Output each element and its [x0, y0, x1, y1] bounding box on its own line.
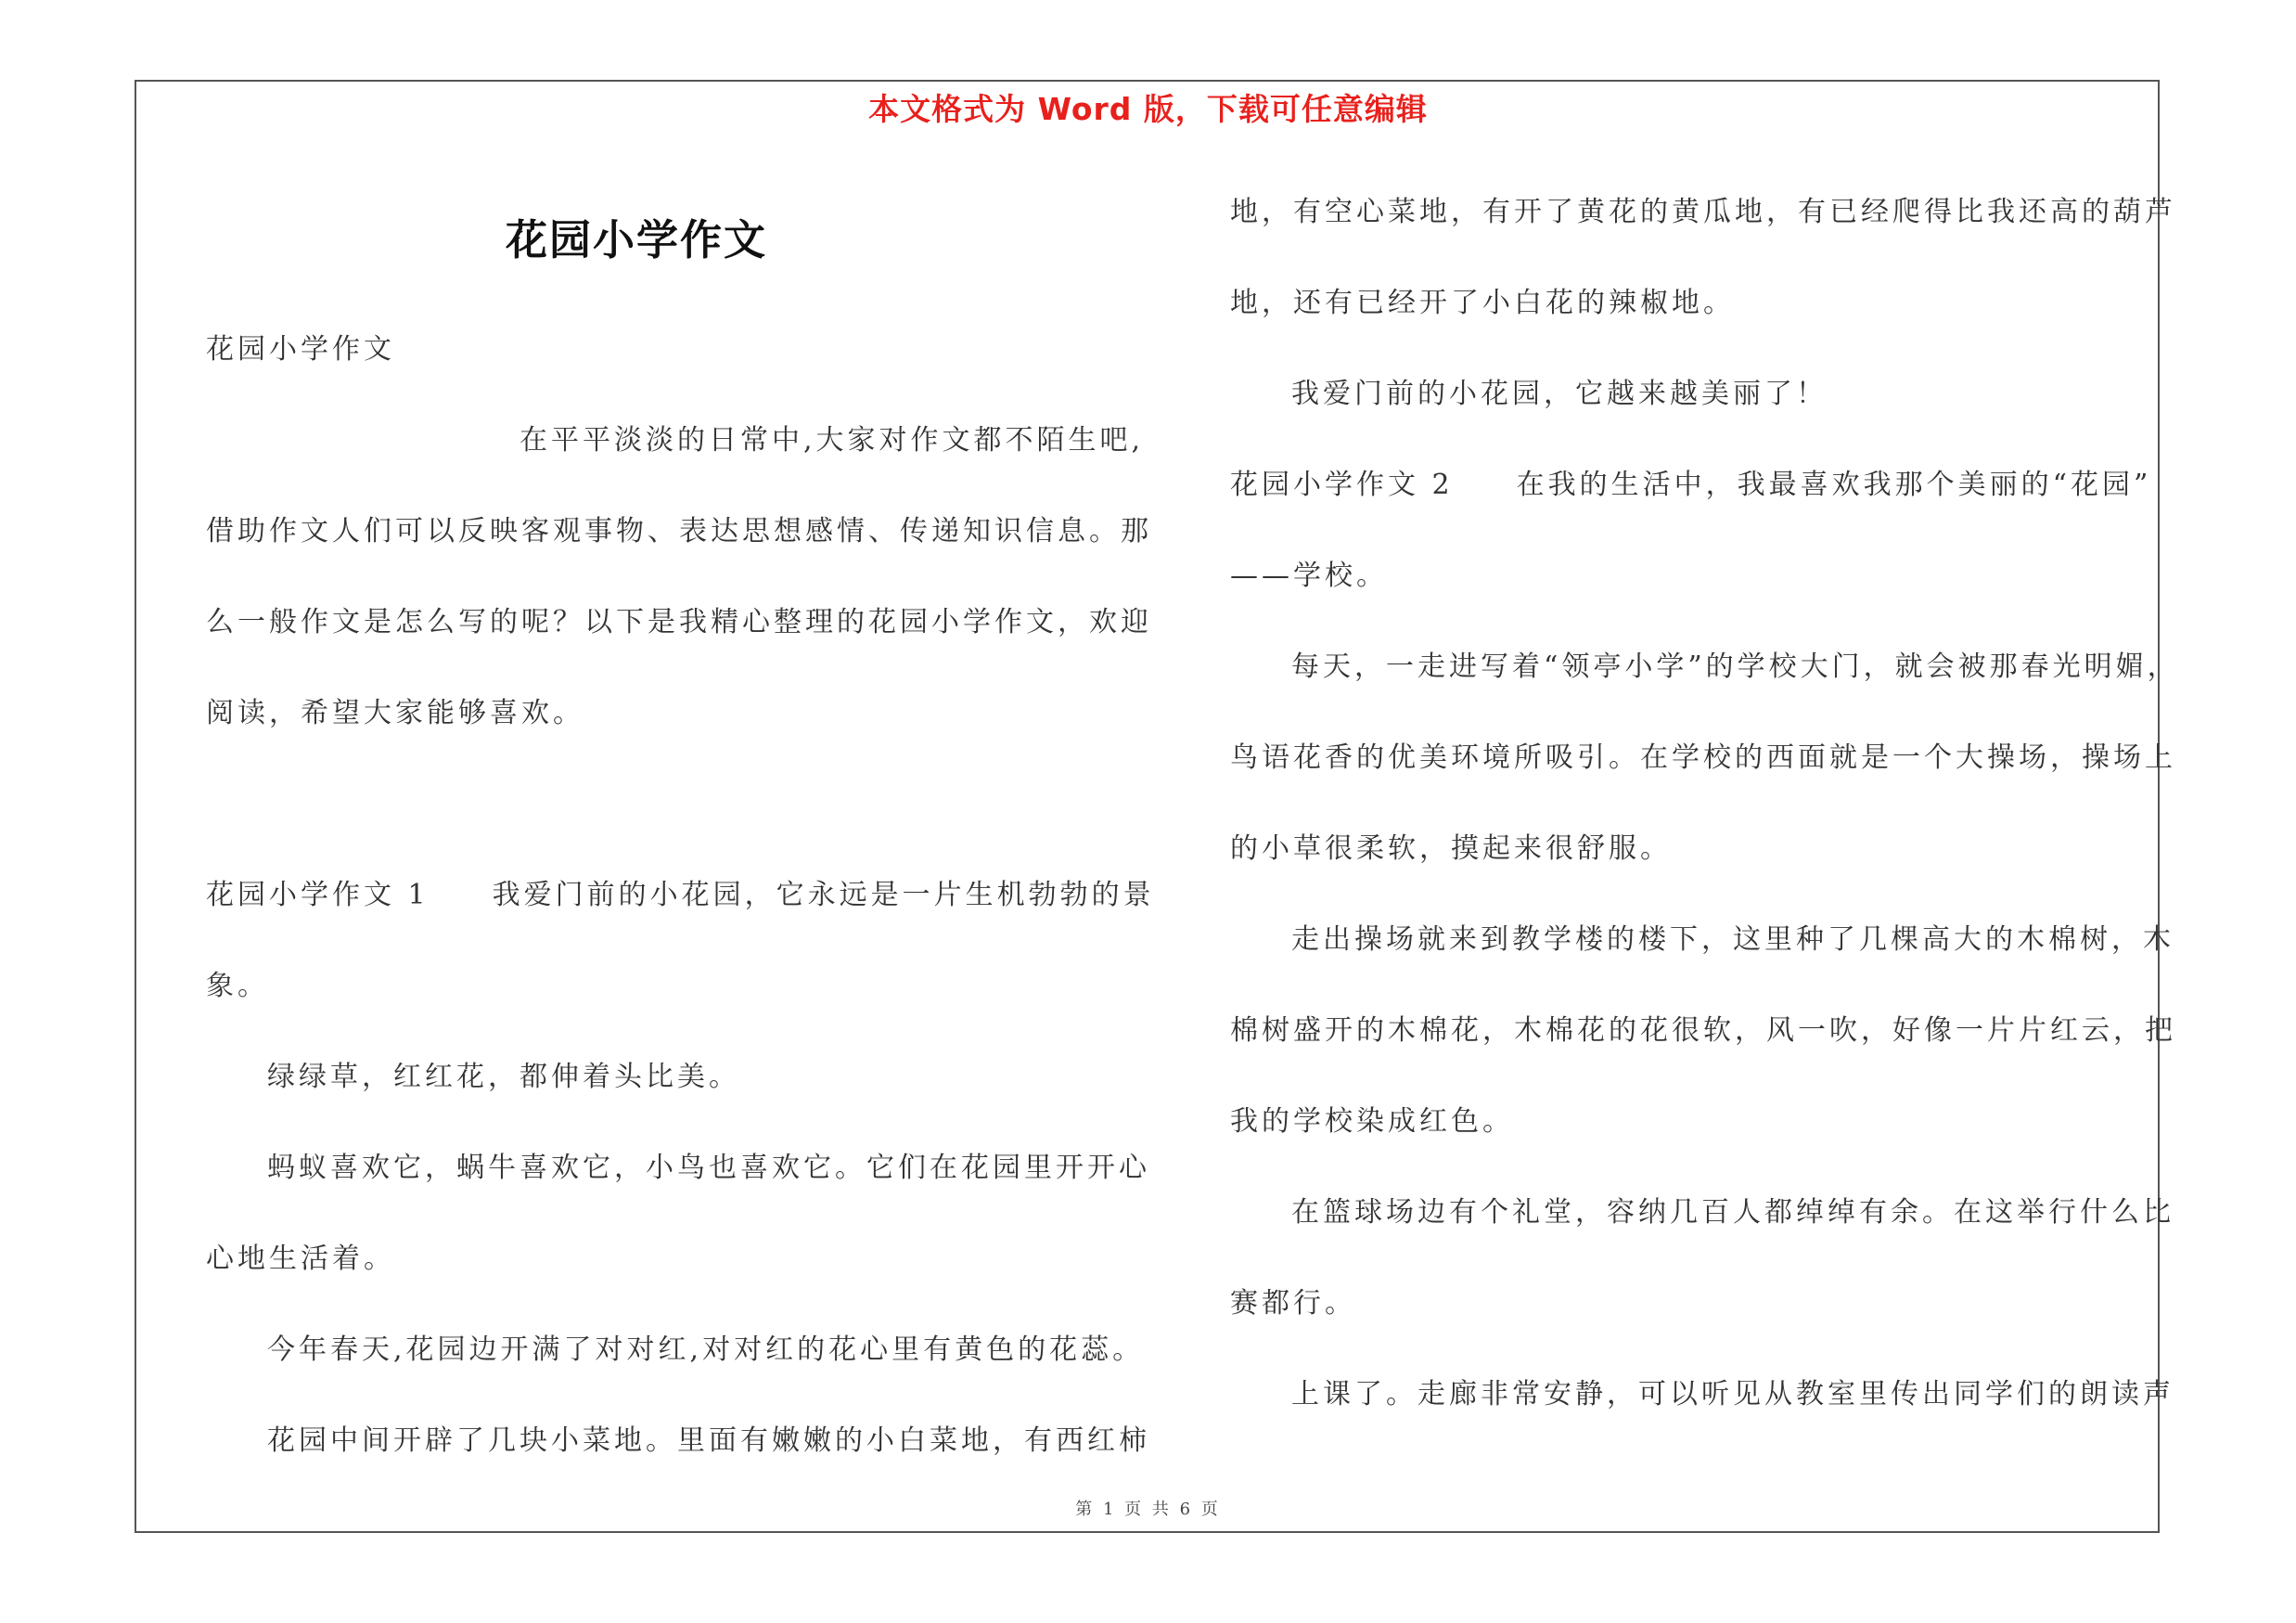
essay-2-heading: 花园小学作文 2 在我的生活中，我最喜欢我那个美丽的“花园” — [1230, 469, 2152, 501]
paragraph-line: 阅读，希望大家能够喜欢。 — [206, 697, 584, 729]
paragraph-line: 绿绿草，红红花，都伸着头比美。 — [267, 1061, 740, 1093]
paragraph-line: 今年春天,花园边开满了对对红,对对红的花心里有黄色的花蕊。 — [267, 1333, 1145, 1366]
format-banner: 本文格式为 Word 版，下载可任意编辑 — [868, 91, 1428, 127]
paragraph-line: 蚂蚁喜欢它，蜗牛喜欢它，小鸟也喜欢它。它们在花园里开开心 — [267, 1152, 1150, 1184]
blank-line — [206, 759, 1134, 850]
paragraph-line: 的小草很柔软，摸起来很舒服。 — [1230, 832, 1672, 865]
essay-1-heading: 花园小学作文 1 我爱门前的小花园，它永远是一片生机勃勃的景 — [206, 879, 1155, 911]
paragraph-line: 借助作文人们可以反映客观事物、表达思想感情、传递知识信息。那 — [206, 515, 1152, 547]
document-title: 花园小学作文 — [506, 215, 768, 264]
paragraph-line: 花园中间开辟了几块小菜地。里面有嫩嫩的小白菜地，有西红柿 — [267, 1424, 1150, 1457]
left-column — [206, 304, 1155, 1487]
paragraph-line: 在篮球场边有个礼堂，容纳几百人都绰绰有余。在这举行什么比 — [1291, 1196, 2174, 1229]
paragraph-line: 棉树盛开的木棉花，木棉花的花很软，风一吹，好像一片片红云，把 — [1230, 1014, 2176, 1047]
paragraph-line: 我的学校染成红色。 — [1230, 1105, 1514, 1138]
intro-heading: 花园小学作文 — [206, 333, 395, 366]
paragraph-line: 赛都行。 — [1230, 1287, 1356, 1320]
paragraph-line: 象。 — [206, 970, 269, 1002]
paragraph-line: 走出操场就来到教学楼的楼下，这里种了几棵高大的木棉树，木 — [1291, 923, 2174, 956]
paragraph-line: 地，有空心菜地，有开了黄花的黄瓜地，有已经爬得比我还高的葫芦 — [1230, 196, 2176, 228]
paragraph-line: 在平平淡淡的日常中,大家对作文都不陌生吧, — [519, 424, 1145, 457]
paragraph-line: ——学校。 — [1230, 560, 1388, 592]
paragraph-line: 每天，一走进写着“领亭小学”的学校大门，就会被那春光明媚， — [1291, 650, 2179, 683]
paragraph-line: 心地生活着。 — [206, 1243, 395, 1275]
paragraph-line: 地，还有已经开了小白花的辣椒地。 — [1230, 287, 1735, 319]
right-column — [1230, 167, 2179, 1440]
paragraph-line: 上课了。走廊非常安静，可以听见从教室里传出同学们的朗读声 — [1291, 1378, 2174, 1410]
paragraph-line: 我爱门前的小花园，它越来越美丽了！ — [1291, 378, 1828, 410]
page-number: 第 1 页 共 6 页 — [1075, 1500, 1221, 1519]
paragraph-line: 么一般作文是怎么写的呢？以下是我精心整理的花园小学作文，欢迎 — [206, 606, 1152, 638]
paragraph-line: 鸟语花香的优美环境所吸引。在学校的西面就是一个大操场，操场上 — [1230, 741, 2176, 774]
